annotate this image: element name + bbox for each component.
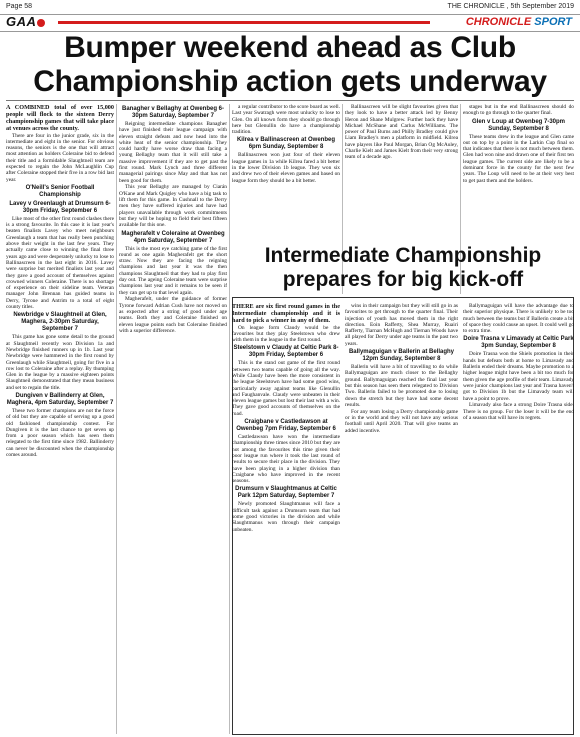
subheading: O'Neill's Senior Football Championship <box>25 184 95 198</box>
page-number: Page 58 <box>6 3 33 10</box>
article-lead: THERE are six first round games in the Intermediate championship and it is hard to pick a winner in any of them. <box>232 303 340 324</box>
top-meta <box>6 3 574 13</box>
paragraph: This is the stand out game of the first round between two teams capable of going all the way. While Claudy have been the more consistent in the league Steelstown have had some good wins, particularly away against teams like Glenullin and Faughanvale. Claudy were unbeaten in their eleven league games but lost their last with a win. They gave good accounts of themselves on the road. <box>232 360 340 417</box>
intermediate-column-2 <box>345 303 458 733</box>
fixture-heading: Lavey v Greenlaugh at Drumsurn 6-30pm Friday, September 6 <box>9 200 111 214</box>
gaa-logo: GAA <box>6 14 45 30</box>
paragraph: Ballerin will have a bit of travelling to do while Ballymaguigan are much closer to the Bellaghy ground. Ballymaguigan reached the final last year but this season has seen them relegated to Division Two. Ballerin failed to be promoted due to losing down the stretch but they have had some decent results. <box>345 364 458 408</box>
fixture-heading: Glen v Loup at Owenbeg 7-30pm Sunday, September 8 <box>471 118 565 132</box>
article-column-1 <box>6 104 114 734</box>
paragraph: Limavady also face a strong Doire Trasna side. There is no group. For the loser it will be the end of a season that will have its regrets. <box>463 402 574 421</box>
intermediate-column-3 <box>463 303 574 733</box>
fixture-heading: Craigbane v Castledawson at Owenbeg 7pm Friday, September 6 <box>236 419 336 433</box>
article-column-2 <box>119 104 227 734</box>
fixture-heading: Doire Trasna v Limavady at Celtic Park 3pm Sunday, September 8 <box>463 336 574 350</box>
paragraph: This year Bellaghy are managed by Ciarán O'Kane and Mark Quigley who have a big task to lift them for this game. In Cushnall to the Derry men they have suffered injuries and have had players unavailable through work commitments but they will be hoping to field their best fifteen available for this one. <box>119 184 227 229</box>
paragraph: Reigning intermediate champions Banagher have just finished their league campaign with eleven straight defeats and now head into the white heat of the senior championship. They could hardly have worse draw than facing a young Bellaghy team that it will still take a massive improvement if they are to get past the first round. Mark Lynch and three different managerial pairings since May and that has not been good for them. <box>119 121 227 184</box>
main-headline: Bumper weekend ahead as Club Championship action gets underway <box>33 31 547 98</box>
paragraph: Like most of the other first round clashes there is a strong favourite. In this case it is last year's beaten finalists Lavey who meet neighbours Greenlaugh a team that has really been punching above their weight in the last few years. They actually came close to winning the final three years ago and were desperately unlucky to lose to Ballinascreen in the last eight in 2016. Lavey were surprise but merited finalists last year and they gave a good account of themselves against crowned winners Coleraine. There is no shortage of experience on their sideline team. Veteran manager John Brennan has guided teams in Derry, Tyrone and Antrim to a total of eight county titles. <box>6 215 114 311</box>
fixture-heading: Kilrea v Ballinascreen at Owenbeg 6pm Sunday, September 8 <box>236 137 336 151</box>
paragraph: These teams drew in the league and Glen came out on top by a point in the Larkin Cup final so that indicates that there is not much between them. Glen had won nine and drawn one of their first ten league games. The current side are likely to be a dominant force in the county for the next few years. The Loup will need to be at their very best to get past them and the holders. <box>463 133 574 184</box>
paragraph: stages but in the end Ballinascreen should do enough to go through to the quarter final. <box>463 104 574 117</box>
paragraph: There are four in the junior grade, six in the intermediate and eight in the senior. For obvious reasons, the seniors is the one that will attract most attention as holders Coleraine bid to defend their title and a formidable Slaughtneil team are expected to regain the John McLaughlin Cup after Coleraine stopped their five in a row bid last year. <box>6 132 114 183</box>
paragraph: This is the most eye catching game of the first round as one again Magherafelt get the short straw. Now they are facing the reigning champions and last year it was the then champions Slaughtneil that they had to play first day out. The ageing Coleraine team were surprise champions last year and it remains to be seen if they can get up to that level again. <box>119 245 227 296</box>
paragraph: Magherafelt, under the guidance of former Tyrone forward Adrian Cush have not moved on as expected after a string of good under age teams. Both they and Coleraine finished on eleven league points each but Coleraine finished with a superior difference. <box>119 296 227 334</box>
paragraph: Ballinascreen won just four of their eleven league games in 1a while Kilrea fared a bit better in the lower Division 1b league. They won six and drew two of their eleven games and based on league form they should be a bit better. <box>232 152 340 184</box>
chronicle-sport-logo: CHRONICLE SPORT <box>465 16 572 28</box>
fixture-heading: Ballymaguigan v Ballerin at Bellaghy 12pm Sunday, September 8 <box>348 349 455 363</box>
paragraph: Newly promoted Slaughtmanus will face a difficult task against a Drumsurn team that had some good victories in the division and while Slaughtmanus won through their campaign unbeaten. <box>232 501 340 533</box>
paragraph: On league form Claudy would be the favourites but they play Steelstown who drew with them in the league in the first round. <box>232 324 340 344</box>
column-divider <box>116 104 117 734</box>
article-lead: A COMBINED total of over 15,000 people will flock to the sixteen Derry championship games that will take place at venues across the county. <box>6 104 114 132</box>
paragraph: These two former champions are not the force of old but they are capable of serving up a good old fashioned championship contest. For Dungiven it is the last chance to get seven up from a poor season which has seen them relegated to the first time since 1982. Ballinderry can never be discounted when the championship comes around. <box>6 408 114 459</box>
paragraph: Doire Trasna won the Shiels promotion in their hands but defeats both at home to Limavady and Ballerin ended their dreams. Maybe promotion to a higher league might have been a bit too much for them given the age profile of their team. Limavady were junior champions last year and Trasna haven't got to Division 1b but the Limavady team will have a point to prove. <box>463 351 574 402</box>
paragraph: This game has gone some detail to the ground at Slaughtneil recently won Division 1a and Newbridge finished runners up in 1b. Last year Newbridge were hammered in the first round by Greenlaugh while Slaughtneil, going for five in a row lost to Coleraine after a replay. By thumping Glen in the league by a massive eighteen points Slaughtneil demonstrated that they mean business and set to regain the title. <box>6 334 114 391</box>
intermediate-column-1 <box>232 303 340 733</box>
fixture-heading: Dungiven v Ballinderry at Glen, Maghera, 4pm Saturday, September 7 <box>6 393 114 406</box>
ball-icon <box>37 19 45 27</box>
fixture-heading: Magherafelt v Coleraine at Owenbeg 4pm Saturday, September 7 <box>121 230 225 244</box>
fixture-heading: Drumsurn v Slaughtmanus at Celtic Park 12pm Saturday, September 7 <box>235 486 337 500</box>
paragraph: For any team losing a Derry championship game or in the world and they will not have any serious football until April 2020. That will give teams an added incentive. <box>345 408 458 434</box>
issue-line: THE CHRONICLE , 5th September 2019 <box>447 3 574 10</box>
paragraph: a regular contributor to the score board as well. Last year Swatragh were most unlucky to lose to Glen. On all known form they should go through here but Glenullin do have a championship tradition. <box>232 104 340 136</box>
paragraph: Ballymaguigan will have the advantage due to their superior physique. There is unlikely to be too much between the teams but if Ballerin create a bit of space they could cause an upset. It could well go to extra time. <box>463 303 574 335</box>
paragraph: wins in their campaign but they will still go in as favourites to get through to the quarter final. Their injection of youth has moved them in the right direction. Eoin Rafferty, Shea Murray, Ruairi Rafferty, Tiarnan McHugh and Tiernan Woods have all played for Derry under age teams in the past two years. <box>345 303 458 347</box>
fixture-heading: Steelstown v Claudy at Celtic Park 8-30pm Friday, September 6 <box>233 345 339 359</box>
red-rule <box>58 21 430 24</box>
fixture-heading: Banagher v Bellaghy at Owenbeg 6-30pm Saturday, September 7 <box>121 106 225 119</box>
fixture-heading: Newbridge v Slaughtneil at Glen, Maghera, 2-30pm Saturday, September 7 <box>13 312 107 333</box>
intermediate-headline: Intermediate Championship prepares for big kick-off <box>264 244 542 291</box>
headline-rule <box>6 100 574 101</box>
column-divider <box>229 104 230 734</box>
paragraph: Castledawson have won the intermediate championship three times since 2010 but they are not among the favourites this time given their poor league run where it took the last round of results to secure their place in the division. They have been playing in a higher division than Craigbane who have improved in the recent seasons. <box>232 434 340 485</box>
paragraph: Ballinascreen will be slight favourites given that they look to have a better attack led by Benny Heron and Shane Mulgrew. Further back they have Michael McShane and Carlus McWilliams. The power of Paul Burns and Philly Bradley could give Liam Bradley's men a platform in midfield. Kilrea have players like Paul Morgan, Brian Og McAuley, Charlie Kielt and James Kielt from their very strong team of a decade ago. <box>345 104 458 161</box>
